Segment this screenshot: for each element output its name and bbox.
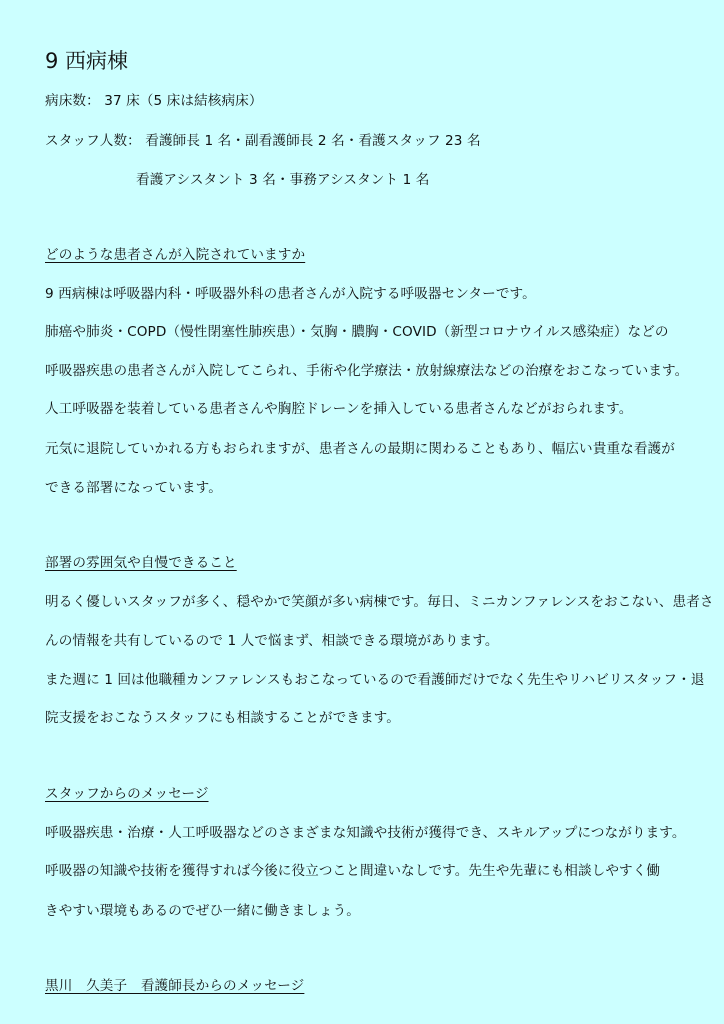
paragraph-line: 呼吸器疾患の患者さんが入院してこられ、手術や化学療法・放射線療法などの治療をおこなっています。 (45, 363, 689, 379)
paragraph-line: 呼吸器疾患・治療・人工呼吸器などのさまざまな知識や技術が獲得でき、スキルアップにつながります。 (45, 825, 686, 841)
bed-count: 病床数： 37 床（5 床は結核病床） (45, 93, 263, 109)
paragraph-line: 院支援をおこなうスタッフにも相談することができます。 (45, 710, 400, 726)
staff-count-continued: 看護アシスタント 3 名・事務アシスタント 1 名 (136, 172, 430, 188)
paragraph-line: 9 西病棟は呼吸器内科・呼吸器外科の患者さんが入院する呼吸器センターです。 (45, 286, 536, 302)
section-heading-patients: どのような患者さんが入院されていますか (45, 247, 306, 263)
paragraph-line: 呼吸器の知識や技術を獲得すれば今後に役立つこと間違いなしです。先生や先輩にも相談しやすく働 (45, 863, 661, 879)
page-title: 9 西病棟 (45, 49, 129, 73)
paragraph-line: また週に 1 回は他職種カンファレンスもおこなっているので看護師だけでなく先生やリハビリスタッフ・退 (45, 672, 705, 688)
paragraph-line: きやすい環境もあるのでぜひ一緒に働きましょう。 (45, 903, 360, 919)
paragraph-line: 人工呼吸器を装着している患者さんや胸腔ドレーンを挿入している患者さんなどがおられます。 (45, 401, 633, 417)
section-heading-atmosphere: 部署の雰囲気や自慢できること (45, 555, 237, 571)
section-heading-staff-message: スタッフからのメッセージ (45, 786, 209, 802)
paragraph-line: 肺癌や肺炎・COPD（慢性閉塞性肺疾患）・気胸・膿胸・COVID（新型コロナウイルス感染症）などの (45, 324, 669, 340)
paragraph-line: 元気に退院していかれる方もおられますが、患者さんの最期に関わることもあり、幅広い貴重な看護が (45, 441, 675, 457)
paragraph-line: んの情報を共有しているので 1 人で悩まず、相談できる環境があります。 (45, 633, 499, 649)
section-heading-head-nurse-message: 黒川 久美子 看護師長からのメッセージ (45, 978, 305, 994)
staff-count: スタッフ人数： 看護師長 1 名・副看護師長 2 名・看護スタッフ 23 名 (45, 133, 481, 149)
paragraph-line: できる部署になっています。 (45, 480, 222, 496)
paragraph-line: 明るく優しいスタッフが多く、穏やかで笑顔が多い病棟です。毎日、ミニカンファレンスをおこない、患者さ (45, 594, 714, 610)
